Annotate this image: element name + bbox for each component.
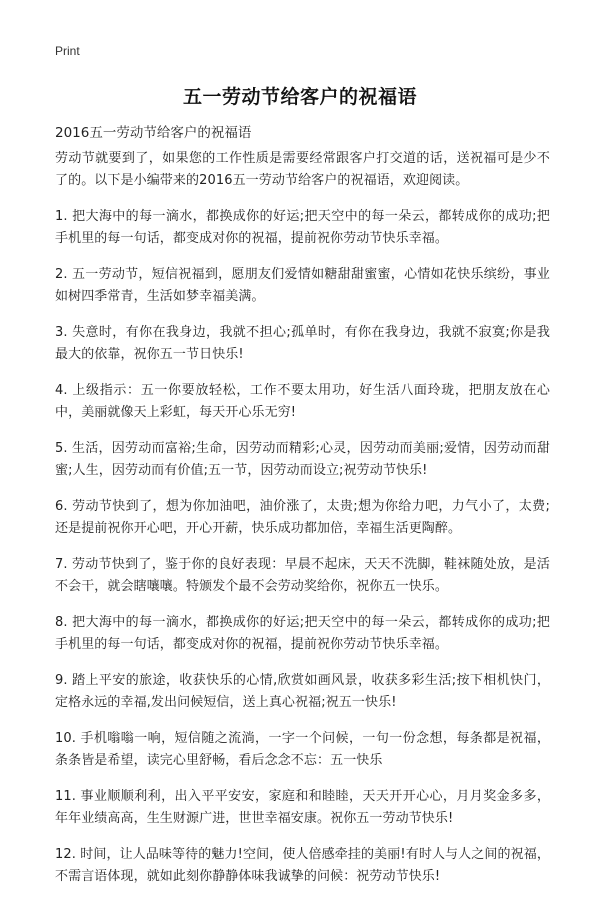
page-title: 五一劳动节给客户的祝福语 (182, 86, 417, 108)
print-link[interactable]: Print (55, 44, 80, 58)
greeting-item-5: 5. 生活，因劳动而富裕;生命，因劳动而精彩;心灵，因劳动而美丽;爱情，因劳动而甜蜜;人生，因劳动而有价值;五一节，因劳动而设立;祝劳动节快乐! (55, 441, 550, 478)
greeting-item-6: 6. 劳动节快到了，想为你加油吧，油价涨了，太贵;想为你给力吧，力气小了，太费;还是提前祝你开心吧，开心开薪，快乐成功都加倍，幸福生活更陶醉。 (55, 499, 550, 536)
greeting-item-11: 11. 事业顺顺利利，出入平平安安，家庭和和睦睦，天天开开心心，月月奖金多多，年年业绩高高，生生财源广进，世世幸福安康。祝你五一劳动节快乐! (55, 789, 550, 826)
greeting-item-4: 4. 上级指示：五一你要放轻松，工作不要太用功，好生活八面玲珑，把朋友放在心中，美丽就像天上彩虹，每天开心乐无穷! (55, 383, 550, 420)
greeting-item-2: 2. 五一劳动节，短信祝福到，愿朋友们爱情如糖甜甜蜜蜜，心情如花快乐缤纷，事业如树四季常青，生活如梦幸福美满。 (55, 267, 550, 304)
greeting-item-8: 8. 把大海中的每一滴水，都换成你的好运;把天空中的每一朵云，都转成你的成功;把手机里的每一句话，都变成对你的祝福，提前祝你劳动节快乐幸福。 (55, 615, 550, 652)
greeting-item-3: 3. 失意时，有你在我身边，我就不担心;孤单时，有你在我身边，我就不寂寞;你是我最大的依靠，祝你五一节日快乐! (55, 325, 550, 362)
article-subtitle: 2016五一劳动节给客户的祝福语 (55, 125, 252, 141)
greeting-item-1: 1. 把大海中的每一滴水，都换成你的好运;把天空中的每一朵云，都转成你的成功;把手机里的每一句话，都变成对你的祝福，提前祝你劳动节快乐幸福。 (55, 209, 550, 246)
intro-paragraph: 劳动节就要到了，如果您的工作性质是需要经常跟客户打交道的话，送祝福可是少不了的。以下是小编带来的2016五一劳动节给客户的祝福语，欢迎阅读。 (55, 151, 550, 188)
article-body (55, 148, 550, 902)
greeting-item-7: 7. 劳动节快到了，鉴于你的良好表现：早晨不起床，天天不洗脚，鞋袜随处放，是活不会干，就会瞎嚷嚷。特颁发个最不会劳动奖给你，祝你五一快乐。 (55, 557, 550, 594)
greeting-item-9: 9. 踏上平安的旅途，收获快乐的心情,欣赏如画风景，收获多彩生活;按下相机快门，定格永远的幸福,发出问候短信，送上真心祝福;祝五一快乐! (55, 673, 550, 710)
greeting-item-12: 12. 时间，让人品味等待的魅力!空间，使人倍感牵挂的美丽!有时人与人之间的祝福，不需言语体现，就如此刻你静静体味我诚挚的问候：祝劳动节快乐! (55, 847, 550, 884)
greeting-item-10: 10. 手机嗡嗡一响，短信随之流淌，一字一个问候，一句一份念想，每条都是祝福，条条皆是希望，读完心里舒畅，看后念念不忘：五一快乐 (55, 731, 550, 768)
